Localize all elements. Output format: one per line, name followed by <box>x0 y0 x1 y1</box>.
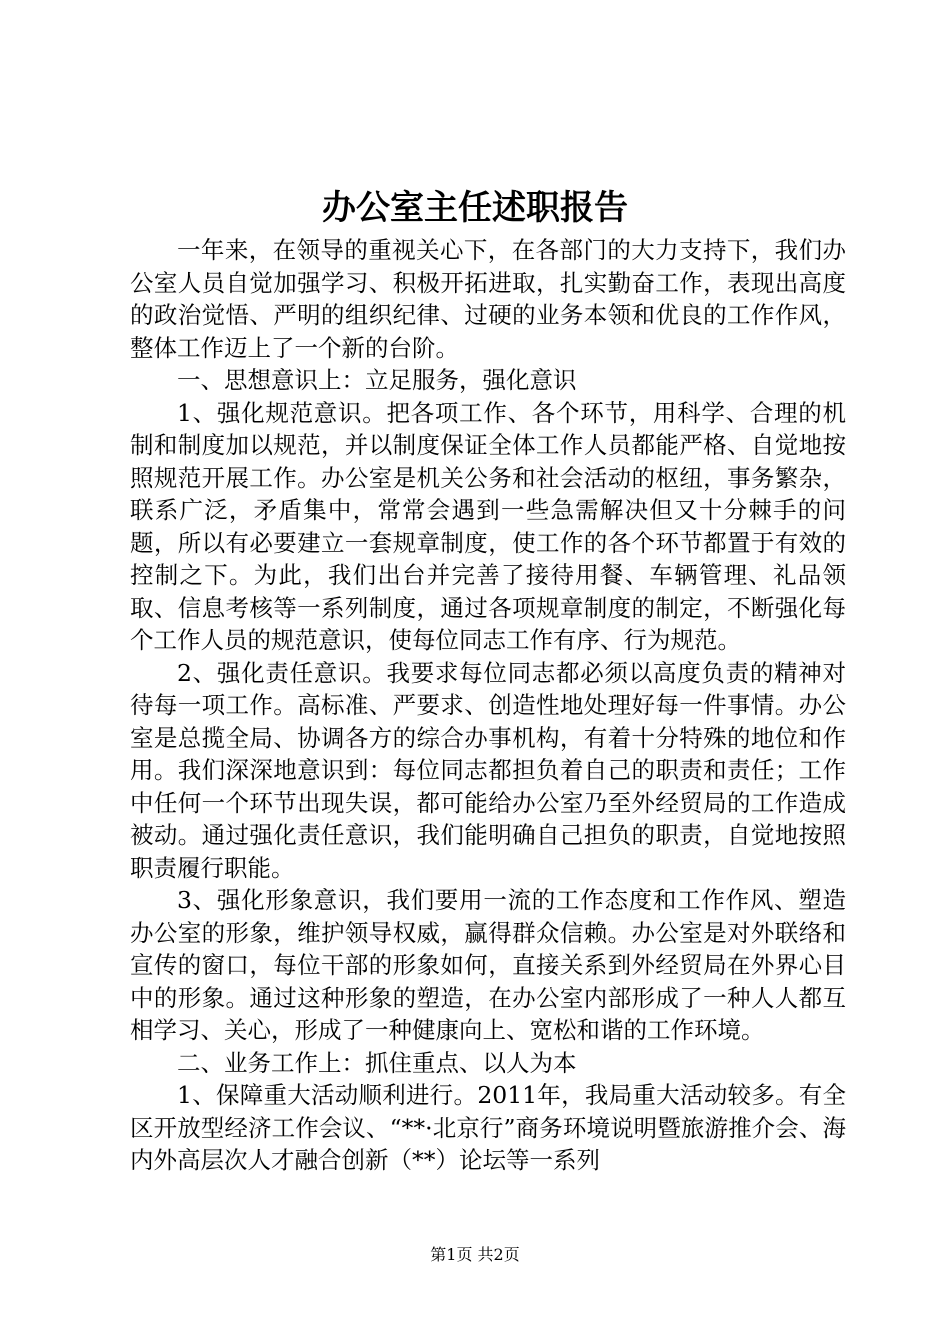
paragraph-standard-awareness: 1、强化规范意识。把各项工作、各个环节，用科学、合理的机制和制度加以规范，并以制度保证全体工作人员都能严格、自觉地按照规范开展工作。办公室是机关公务和社会活动的枢纽，事务繁杂，联系广泛，矛盾集中，常常会遇到一些急需解决但又十分棘手的问题，所以有必要建立一套规章制度，使工作的各个环节都置于有效的控制之下。为此，我们出台并完善了接待用餐、车辆管理、礼品领取、信息考核等一系列制度，通过各项规章制度的制定，不断强化每个工作人员的规范意识，使每位同志工作有序、行为规范。 <box>130 398 846 654</box>
paragraph-responsibility-awareness: 2、强化责任意识。我要求每位同志都必须以高度负责的精神对待每一项工作。高标准、严要求、创造性地处理好每一件事情。办公室是总揽全局、协调各方的综合办事机构，有着十分特殊的地位和作用。我们深深地意识到：每位同志都担负着自己的职责和责任；工作中任何一个环节出现失误，都可能给办公室乃至外经贸局的工作造成被动。通过强化责任意识，我们能明确自己担负的职责，自觉地按照职责履行职能。 <box>130 658 846 882</box>
paragraph-image-awareness: 3、强化形象意识，我们要用一流的工作态度和工作作风、塑造办公室的形象，维护领导权威，赢得群众信赖。办公室是对外联络和宣传的窗口，每位干部的形象如何，直接关系到外经贸局在外界心目中的形象。通过这种形象的塑造，在办公室内部形成了一种人人都互相学习、关心，形成了一种健康向上、宽松和谐的工作环境。 <box>130 886 846 1044</box>
section-heading-2: 二、业务工作上：抓住重点、以人为本 <box>177 1048 577 1077</box>
paragraph-major-events: 1、保障重大活动顺利进行。2011年，我局重大活动较多。有全区开放型经济工作会议、“**·北京行”商务环境说明暨旅游推介会、海内外高层次人才融合创新（**）论坛等一系列 <box>130 1081 846 1174</box>
page-number-footer: 第1页 共2页 <box>430 1245 520 1264</box>
document-body <box>130 234 846 1177</box>
paragraph-intro: 一年来，在领导的重视关心下，在各部门的大力支持下，我们办公室人员自觉加强学习、积极开拓进取，扎实勤奋工作，表现出高度的政治觉悟、严明的组织纪律、过硬的业务本领和优良的工作作风，整体工作迈上了一个新的台阶。 <box>130 236 846 362</box>
section-heading-1: 一、思想意识上：立足服务，强化意识 <box>177 366 577 394</box>
document-title: 办公室主任述职报告 <box>322 188 628 228</box>
